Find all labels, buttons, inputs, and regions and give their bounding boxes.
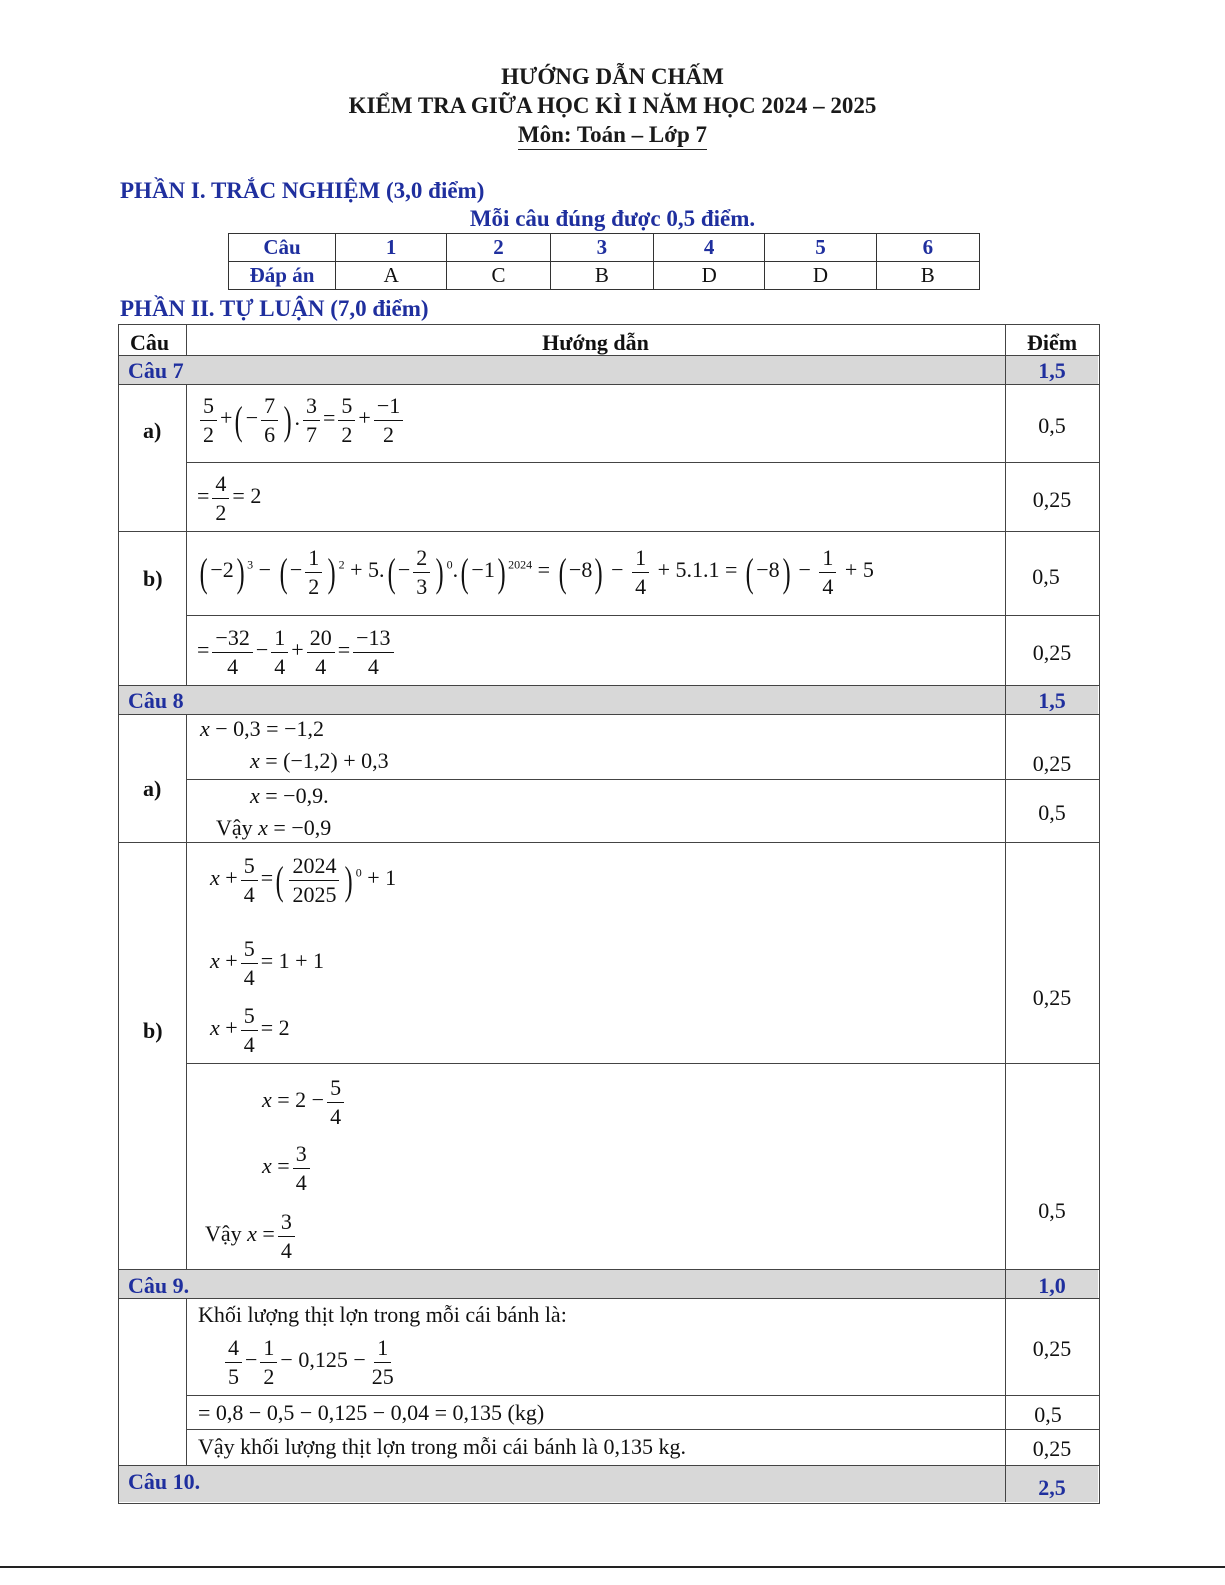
part2-title: PHẦN II. TỰ LUẬN (7,0 điểm)	[120, 296, 429, 321]
q7-band	[119, 356, 1098, 384]
answer-key-answer-label: Đáp án	[229, 262, 336, 290]
answer-key-q: 5	[765, 234, 876, 262]
divider	[186, 1429, 1099, 1430]
divider	[118, 842, 1099, 843]
divider	[118, 685, 1099, 686]
answer-key-a: B	[876, 262, 979, 290]
q9-label: Câu 9.	[128, 1273, 190, 1298]
q8b-line3: x + $\frac{5}{4}$ = 2	[210, 1003, 290, 1057]
q7b-step1-points: 0,5	[1032, 564, 1060, 589]
bottom-edge	[0, 1566, 1225, 1568]
q9-band	[119, 1270, 1098, 1298]
q8b-line2: x + $\frac{5}{4}$ = 1 + 1	[210, 936, 325, 990]
doc-subtitle: KIỂM TRA GIỮA HỌC KÌ I NĂM HỌC 2024 – 2025	[348, 93, 877, 118]
vay-text: Vậy	[205, 1221, 242, 1247]
answer-key-a: A	[336, 262, 447, 290]
q7-points: 1,5	[1038, 358, 1066, 383]
q8a-line2: x = (−1,2) + 0,3	[250, 748, 389, 773]
q9-conclusion: Vậy khối lượng thịt lợn trong mỗi cái bánh là 0,135 kg.	[198, 1434, 686, 1459]
q8b-step2-points: 0,5	[1038, 1198, 1066, 1223]
q7b-label: b)	[143, 566, 163, 591]
q9-unit: (kg)	[507, 1400, 545, 1425]
q7a-step2-points: 0,25	[1032, 487, 1072, 512]
divider	[186, 779, 1099, 780]
q7-label: Câu 7	[128, 358, 184, 383]
q8-band	[119, 686, 1098, 714]
answer-key-a: D	[765, 262, 876, 290]
divider	[186, 462, 1099, 463]
answer-key-a: B	[550, 262, 653, 290]
divider	[118, 531, 1099, 532]
q7a-step1: $\frac{5}{2}$ +( − $\frac{7}{6}$ ) . $\frac{3}{7}$ = $\frac{5}{2}$ + $\frac{-1}{2}$	[197, 392, 406, 448]
divider	[118, 384, 1099, 385]
q7b-step2-points: 0,25	[1032, 640, 1072, 665]
answer-key-a: D	[654, 262, 765, 290]
col-divider	[186, 714, 187, 1270]
q8b-line4: x = 2 − $\frac{5}{4}$	[262, 1074, 347, 1130]
q7a-step2: = $\frac{4}{2}$ = 2	[197, 471, 262, 525]
q8a-line3: x = −0,9.	[250, 783, 329, 808]
divider	[186, 1395, 1099, 1396]
q8a-line4: Vậy x = −0,9	[216, 815, 332, 840]
q10-points: 2,5	[1038, 1475, 1066, 1500]
q10-band	[119, 1466, 1098, 1502]
q9-expression: $\frac{4}{5}$ − $\frac{1}{2}$ − 0,125 − $\frac{1}{25}$	[222, 1334, 400, 1390]
answer-key-q: 4	[654, 234, 765, 262]
q8a-step1-points: 0,25	[1032, 751, 1072, 776]
divider	[118, 714, 1099, 715]
q8-points: 1,5	[1038, 688, 1066, 713]
q9-step1-points: 0,25	[1032, 1336, 1072, 1361]
q8b-label: b)	[143, 1018, 163, 1043]
q7a-step1-points: 0,5	[1038, 413, 1066, 438]
col-divider	[186, 1298, 187, 1466]
subject-line-wrap	[0, 122, 1225, 148]
q8b-line6: Vậy x = $\frac{3}{4}$	[205, 1208, 298, 1264]
q8b-step1-points: 0,25	[1032, 985, 1072, 1010]
q8a-step2-points: 0,5	[1038, 800, 1066, 825]
q9-step2-points: 0,5	[1034, 1402, 1062, 1427]
q8b-line1: x + $\frac{5}{4}$ =( $\frac{2024}{2025}$ ) $^0$ + 1	[210, 853, 397, 907]
answer-key-cau-label: Câu	[229, 234, 336, 262]
q7b-step1: ( −2) $^3$ − ( − $\frac{1}{2}$ ) $^2$ + 5.( − $\frac{2}{3}$ ) $^0$.( −1) $^{2024}$ = ( −8) − $\frac{1}{4}$ + 5.1.1 = ( −8) − $\frac{1}{4}$ + 5	[199, 545, 874, 599]
q8-label: Câu 8	[128, 688, 184, 713]
q8a-label: a)	[143, 776, 162, 801]
divider	[186, 615, 1099, 616]
divider	[118, 1269, 1099, 1270]
answer-key-table	[228, 233, 980, 290]
divider	[186, 1063, 1099, 1064]
divider	[118, 1465, 1099, 1466]
part1-note: Mỗi câu đúng được 0,5 điểm.	[469, 206, 756, 231]
q10-label: Câu 10.	[128, 1469, 201, 1494]
q7a-label: a)	[143, 418, 162, 443]
col-header-guide: Hướng dẫn	[542, 330, 649, 355]
col-header-points: Điểm	[1026, 330, 1078, 355]
q7b-step2: = $\frac{-32}{4}$ − $\frac{1}{4}$ + $\frac{20}{4}$ = $\frac{-13}{4}$	[197, 624, 397, 680]
answer-key-q: 2	[447, 234, 550, 262]
answer-key-q: 1	[336, 234, 447, 262]
q9-calc: = 0,8 − 0,5 − 0,125 − 0,04 = 0,135 (kg)	[198, 1400, 545, 1425]
col-divider	[186, 384, 187, 686]
subject-line: Môn: Toán – Lớp 7	[518, 122, 707, 150]
q9-step3-points: 0,25	[1032, 1436, 1072, 1461]
q9-points: 1,0	[1038, 1273, 1066, 1298]
answer-key-q: 3	[550, 234, 653, 262]
q9-intro: Khối lượng thịt lợn trong mỗi cái bánh là:	[198, 1302, 567, 1327]
q8b-line5: x = $\frac{3}{4}$	[262, 1140, 313, 1196]
q8a-line1: x − 0,3 = −1,2	[200, 716, 324, 741]
answer-key-a: C	[447, 262, 550, 290]
divider	[118, 1298, 1099, 1299]
answer-key-answer-row	[229, 262, 980, 290]
answer-key-q: 6	[876, 234, 979, 262]
part1-title: PHẦN I. TRẮC NGHIỆM (3,0 điểm)	[120, 178, 485, 203]
vay-text: Vậy	[216, 815, 253, 840]
doc-title: HƯỚNG DẪN CHẤM	[501, 64, 724, 89]
answer-key-header-row	[229, 234, 980, 262]
col-header-cau: Câu	[130, 330, 170, 355]
